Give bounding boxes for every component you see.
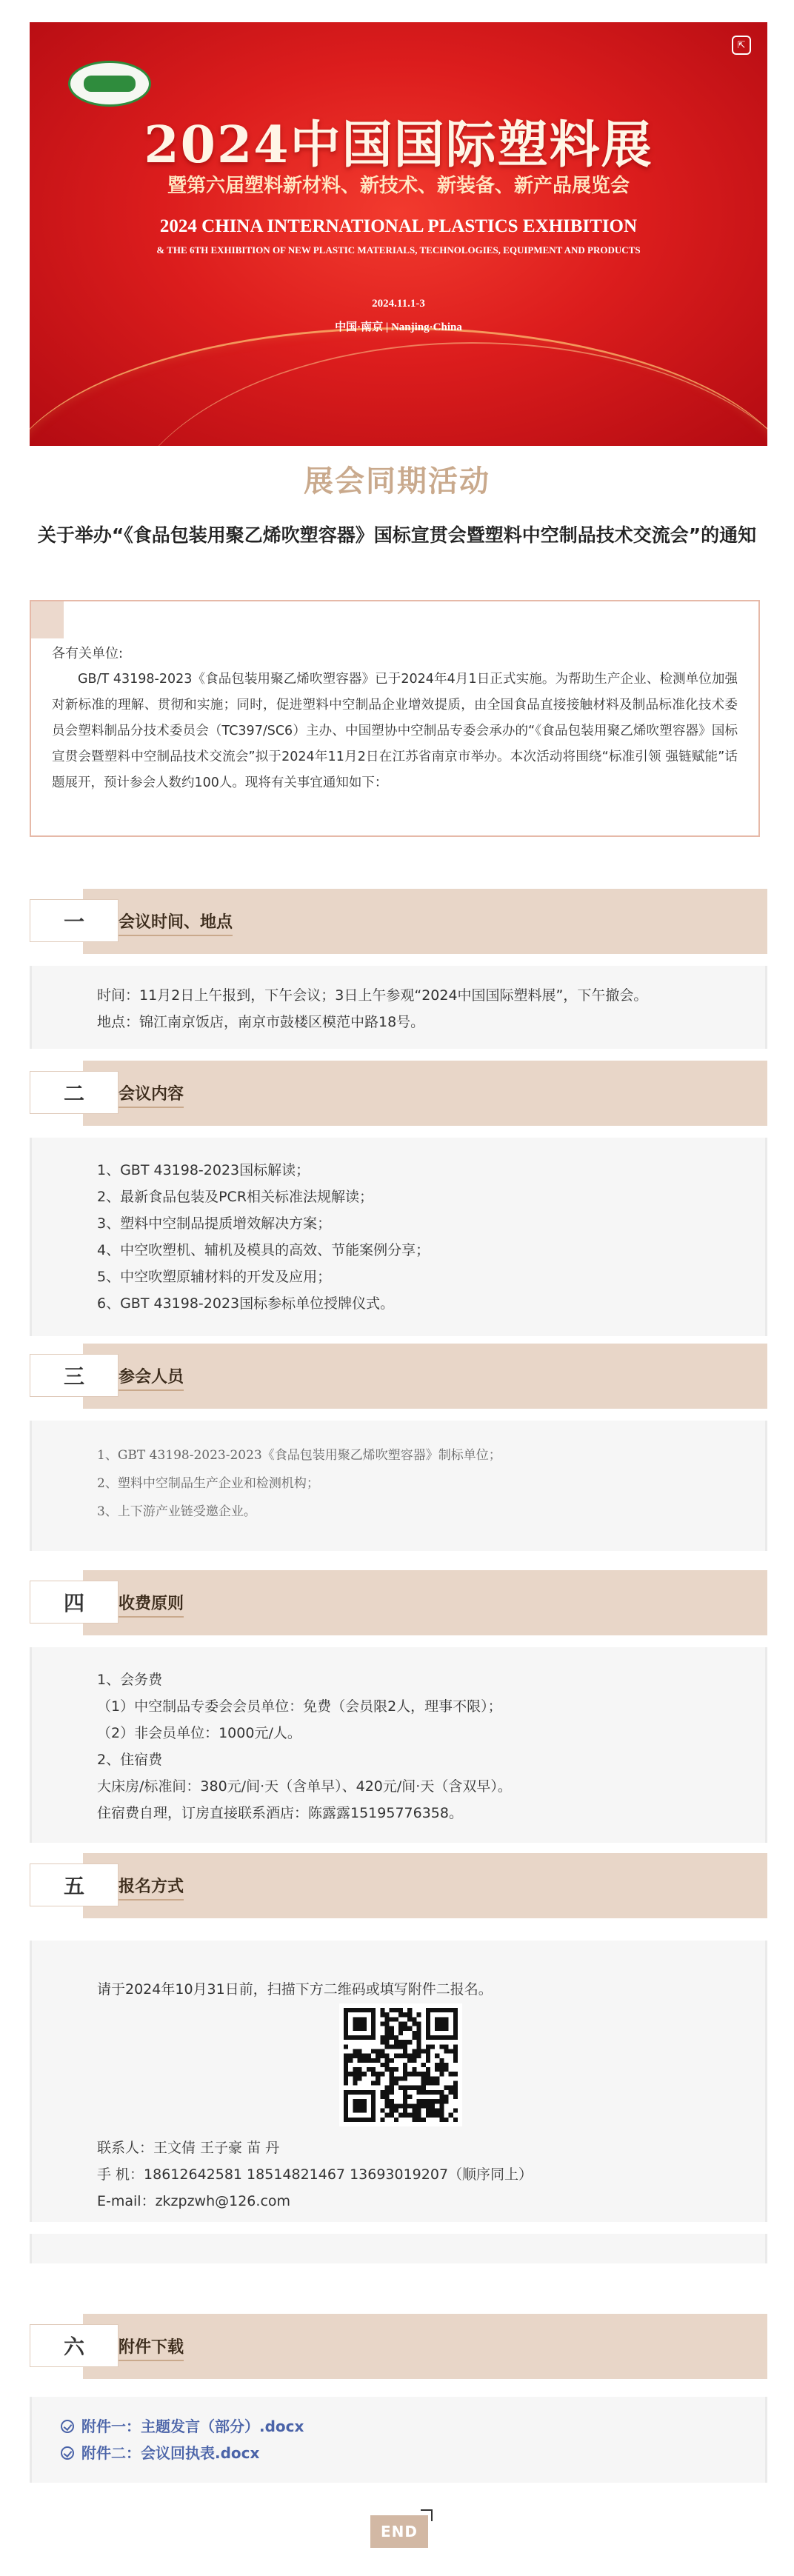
banner-subtitle-en: & THE 6TH EXHIBITION OF NEW PLASTIC MATERIALS, TECHNOLOGIES, EQUIPMENT AND PRODUCTS [156,244,641,256]
list-item: 5、中空吹塑原辅材料的开发及应用； [97,1269,332,1285]
banner-subtitle-cn: 暨第六届塑料新材料、新技术、新装备、新产品展览会 [167,175,630,197]
banner-place: 中国·南京 | Nanjing·China [335,321,462,333]
section-label: 会议内容 [119,1081,184,1108]
attachment-label: 附件一：主题发言（部分）.docx [81,2417,304,2435]
list-item: 住宿费自理，订房直接联系酒店：陈露露15195776358。 [97,1805,463,1821]
section-number: 五 [30,1863,119,1906]
banner-title-cn: 2024中国国际塑料展 [144,116,653,175]
contact-names: 联系人：王文倩 王子豪 苗 丹 [97,2140,280,2156]
section-bar-1 [30,889,767,954]
intro-box [30,600,760,837]
contact-email[interactable]: E-mail：zkzpzwh@126.com [97,2193,291,2209]
section-label: 收费原则 [119,1591,184,1618]
intro-greeting: 各有关单位: [52,646,124,661]
check-circle-icon [61,2420,74,2433]
check-circle-icon [61,2446,74,2460]
end-corner-decoration [421,2509,433,2521]
banner-date: 2024.11.1-3 [372,298,425,310]
section-number: 二 [30,1071,119,1114]
section-label: 报名方式 [119,1874,184,1901]
registration-instruction: 请于2024年10月31日前，扫描下方二维码或填写附件二报名。 [97,1981,493,1998]
section-title: 展会同期活动 [304,464,490,498]
list-item: 地点：锦江南京饭店，南京市鼓楼区模范中路18号。 [97,1014,425,1030]
section-bar-5 [30,1853,767,1918]
attachment-link-2[interactable] [61,2441,259,2463]
exhibition-logo [68,61,151,107]
section-content-6 [30,2397,767,2483]
list-item: （1）中空制品专委会会员单位：免费（会员限2人，理事不限）； [97,1698,502,1715]
attachment-link-1[interactable] [61,2415,304,2436]
section-bar-6 [30,2314,767,2379]
list-item: （2）非会员单位：1000元/人。 [97,1725,301,1741]
section-number: 一 [30,899,119,942]
section-content-1 [30,966,767,1049]
share-icon[interactable]: ⇱ [732,36,751,55]
registration-qr-code[interactable] [339,2003,462,2126]
list-item: 大床房/标准间：380元/间·天（含单早）、420元/间·天（含双早）。 [97,1778,512,1795]
intro-corner-decoration [31,601,64,638]
section-number: 四 [30,1581,119,1624]
section-label: 会议时间、地点 [119,910,233,936]
list-item: 6、GBT 43198-2023国标参标单位授牌仪式。 [97,1295,395,1312]
list-item: 3、塑料中空制品提质增效解决方案； [97,1215,332,1232]
section-number: 三 [30,1354,119,1397]
section-spacer [30,2234,767,2263]
list-item: 时间：11月2日上午报到，下午会议；3日上午参观“2024中国国际塑料展”，下午撤会。 [97,987,648,1004]
section-content-2 [30,1138,767,1336]
banner-title-en: 2024 CHINA INTERNATIONAL PLASTICS EXHIBITION [159,216,638,236]
section-bar-2 [30,1061,767,1126]
end-badge: END [370,2515,428,2548]
exhibition-banner [30,22,767,446]
list-item: 2、最新食品包装及PCR相关标准法规解读； [97,1189,374,1205]
list-item: 4、中空吹塑机、辅机及模具的高效、节能案例分享； [97,1242,430,1258]
contact-phones: 手 机：18612642581 18514821467 13693019207（顺序同上） [97,2166,533,2183]
intro-body: GB/T 43198-2023《食品包装用聚乙烯吹塑容器》已于2024年4月1日正式实施。为帮助生产企业、检测单位加强对新标准的理解、贯彻和实施；同时，促进塑料中空制品企业增效提质，由全国食品直接接触材料及制品标准化技术委员会塑料制品分技术委员会（TC397/SC6）主办、中国塑协中空制品专委会承办的“《食品包装用聚乙烯吹塑容器》国标宣贯会暨塑料中空制品技术交流会”拟于2024年11月2日在江苏省南京市举办。本次活动将围绕“标准引领 强链赋能”话题展开，预计参会人数约100人。现将有关事宜通知如下： [52,672,738,790]
section-content-3 [30,1421,767,1551]
notice-title: 关于举办“《食品包装用聚乙烯吹塑容器》国标宣贯会暨塑料中空制品技术交流会”的通知 [37,524,757,546]
section-bar-4 [30,1570,767,1635]
section-bar-3 [30,1344,767,1409]
section-label: 附件下载 [119,2335,184,2361]
list-item: 2、塑料中空制品生产企业和检测机构； [97,1476,319,1491]
section-label: 参会人员 [119,1364,184,1391]
list-item: 1、GBT 43198-2023国标解读； [97,1162,310,1178]
attachment-label: 附件二：会议回执表.docx [81,2444,260,2462]
section-number: 六 [30,2324,119,2367]
list-item: 2、住宿费 [97,1752,163,1768]
list-item: 1、GBT 43198-2023-2023《食品包装用聚乙烯吹塑容器》制标单位； [97,1448,501,1463]
list-item: 3、上下游产业链受邀企业。 [97,1504,256,1519]
list-item: 1、会务费 [97,1672,163,1688]
section-content-4 [30,1647,767,1843]
